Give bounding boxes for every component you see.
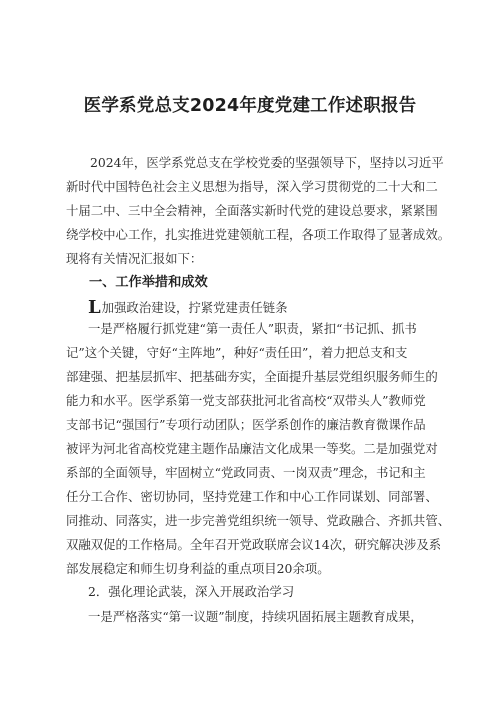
body-line-text: 一是严格落实“第一议题”制度，持续巩固拓展主题教育成果， [88,609,423,624]
subsection-heading-text [88,298,288,316]
subsection-heading-text: 2．强化理论武装，深入开展政治学习 [88,584,295,599]
subsection-heading-rest: 加强政治建设，拧紧党建责任链条 [101,300,288,315]
document-title: 医学系党总支2024年度党建工作述职报告 [83,96,417,116]
intro-line-text: 2024年，医学系党总支在学校党委的坚强领导下，坚持以习近平 [90,155,444,170]
body-line-text: 系部的全面领导，牢固树立“党政同责、一岗双责”理念，书记和主 [66,465,426,480]
dropcap-letter: L [88,297,101,318]
body-line-text: 任分工合作、密切协同，坚持党建工作和中心工作同谋划、同部署、 [66,489,438,504]
body-line-text: 记”这个关键，守好“主阵地”，种好“责任田”，着力把总支和支 [66,345,408,360]
intro-line-text: 绕学校中心工作，扎实推进党建领航工程，各项工作取得了显著成效。 [66,227,451,242]
intro-line-text: 十届二中、三中全会精神，全面落实新时代党的建设总要求，紧紧围 [66,203,438,218]
body-line-text: 支部书记“强国行”专项行动团队；医学系创作的廉洁教育微课作品 [66,417,426,432]
body-line-text: 一是严格履行抓党建“第一责任人”职责，紧扣“书记抓、抓书 [88,321,417,336]
body-line-text: 部建强、把基层抓牢、把基础夯实，全面提升基层党组织服务师生的 [66,369,438,384]
body-line-text: 部发展稳定和师生切身利益的重点项目20余项。 [66,561,330,576]
body-line-text: 同推动、同落实，进一步完善党组织统一领导、党政融合、齐抓共管、 [66,513,451,528]
body-line-text: 被评为河北省高校党建主题作品廉洁文化成果一等奖。二是加强党对 [66,441,438,456]
body-line-text: 双融双促的工作格局。全年召开党政联席会议14次，研究解决涉及系 [66,537,442,552]
body-line-text: 能力和水平。医学系第一党支部获批河北省高校“双带头人”教师党 [66,393,426,408]
section-heading-text: 一、工作举措和成效 [89,275,208,290]
intro-line-text: 现将有关情况汇报如下： [66,251,203,266]
intro-line-text: 新时代中国特色社会主义思想为指导，深入学习贯彻党的二十大和二 [66,179,438,194]
